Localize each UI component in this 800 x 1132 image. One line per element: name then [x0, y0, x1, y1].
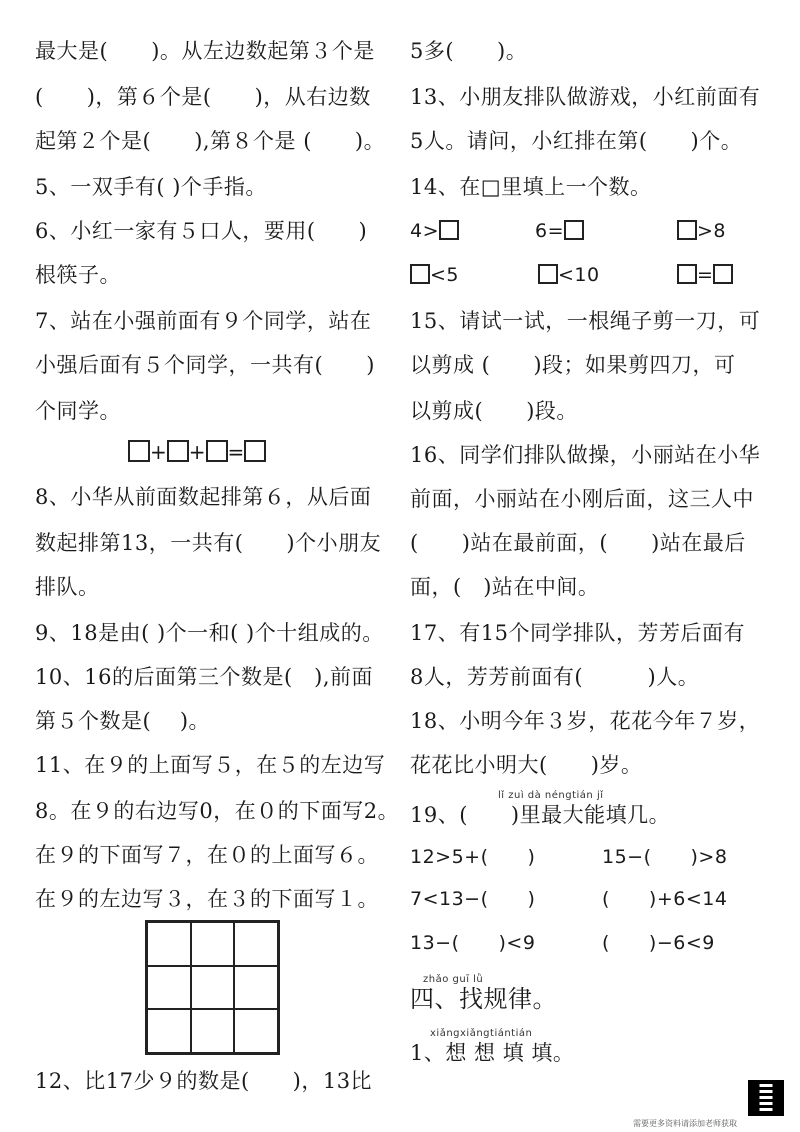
q14-text: <5: [430, 264, 460, 286]
q14-text: =: [697, 264, 714, 286]
left-line: ( )，第６个是( )，从右边数: [35, 85, 371, 109]
q14-item: [538, 260, 600, 290]
answer-box[interactable]: [713, 264, 733, 284]
left-line: 起第２个是( ),第８个是 ( )。: [35, 129, 386, 153]
left-line: 在９的左边写３，在３的下面写１。: [35, 887, 379, 911]
answer-box[interactable]: [564, 220, 584, 240]
left-line: 在９的下面写７，在０的上面写６。: [35, 843, 379, 867]
question-16: 16、同学们排队做操，小丽站在小华: [410, 443, 761, 467]
plus-sign: +: [150, 440, 167, 464]
q19-item: 12>5+( ): [410, 846, 536, 868]
answer-box[interactable]: [439, 220, 459, 240]
q14-text: <10: [558, 264, 600, 286]
right-line: 5人。请问，小红排在第( )个。: [410, 129, 743, 153]
question-17: 17、有15个同学排队，芳芳后面有: [410, 621, 745, 645]
box-equation: [128, 440, 266, 464]
question-14: 14、在□里填上一个数。: [410, 175, 652, 199]
q19-item: ( )+6<14: [602, 888, 728, 910]
q19-item: 15−( )>8: [602, 846, 728, 868]
plus-sign: +: [188, 440, 206, 464]
sub-pinyin: xiǎngxiǎngtiántián: [430, 1028, 533, 1039]
question-15: 15、请试一试，一根绳子剪一刀，可: [410, 309, 761, 333]
footer-note: 需要更多资料请添加老师获取: [633, 1119, 737, 1128]
q14-text: >8: [697, 220, 727, 242]
question-12: 12、比17少９的数是( )，13比: [35, 1069, 373, 1093]
grid-cell[interactable]: [234, 922, 278, 966]
question-7: 7、站在小强前面有９个同学，站在: [35, 309, 372, 333]
question-5: 5、一双手有( )个手指。: [35, 175, 267, 199]
question-19: 19、( )里最大能填几。: [410, 803, 671, 827]
grid-cell[interactable]: [147, 922, 191, 966]
q14-text: 4>: [410, 220, 440, 242]
grid-cell[interactable]: [147, 1009, 191, 1053]
q14-text: 6=: [535, 220, 565, 242]
left-line: 小强后面有５个同学，一共有( ): [35, 353, 375, 377]
answer-box[interactable]: [128, 440, 150, 462]
right-line: 面，( )站在中间。: [410, 575, 600, 599]
q14-item: [677, 260, 733, 290]
question-6: 6、小红一家有５口人，要用( ): [35, 219, 368, 243]
q19-item: ( )−6<9: [602, 932, 715, 954]
q19-item: 7<13−( ): [410, 888, 536, 910]
left-line: 个同学。: [35, 399, 121, 423]
left-line: 最大是( )。从左边数起第３个是: [35, 39, 375, 63]
right-line: 花花比小明大( )岁。: [410, 753, 643, 777]
q14-item: [410, 216, 459, 246]
right-line: 5多( )。: [410, 39, 528, 63]
q19-item: 13−( )<9: [410, 932, 536, 954]
right-line: 8人，芳芳前面有( )人。: [410, 665, 700, 689]
right-line: ( )站在最前面，( )站在最后: [410, 531, 746, 555]
answer-box[interactable]: [538, 264, 558, 284]
nine-square-grid: [145, 920, 280, 1055]
equals-sign: =: [227, 440, 245, 464]
question-18: 18、小明今年３岁，花花今年７岁，: [410, 709, 761, 733]
answer-box[interactable]: [677, 264, 697, 284]
left-line: 排队。: [35, 575, 100, 599]
right-line: 以剪成( )段。: [410, 399, 578, 423]
grid-cell[interactable]: [234, 1009, 278, 1053]
left-line: 第５个数是( )。: [35, 709, 211, 733]
right-line: 以剪成 ( )段；如果剪四刀，可: [410, 353, 736, 377]
grid-cell[interactable]: [191, 922, 235, 966]
answer-box[interactable]: [244, 440, 266, 462]
answer-box[interactable]: [167, 440, 189, 462]
q14-item: [677, 216, 726, 246]
answer-box[interactable]: [677, 220, 697, 240]
grid-cell[interactable]: [234, 966, 278, 1010]
qr-code-icon: [748, 1080, 784, 1116]
question-11: 11、在９的上面写５，在５的左边写: [35, 753, 386, 777]
grid-cell[interactable]: [191, 966, 235, 1010]
answer-box[interactable]: [206, 440, 228, 462]
grid-cell[interactable]: [191, 1009, 235, 1053]
left-line: 8。在９的右边写0，在０的下面写2。: [35, 799, 400, 823]
q14-item: [410, 260, 459, 290]
sub-title: 1、想 想 填 填。: [410, 1041, 575, 1065]
question-8: 8、小华从前面数起排第６，从后面: [35, 485, 372, 509]
question-9: 9、18是由( )个一和( )个十组成的。: [35, 621, 384, 645]
left-line: 数起排第13，一共有( )个小朋友: [35, 531, 382, 555]
question-13: 13、小朋友排队做游戏，小红前面有: [410, 85, 761, 109]
left-line: 根筷子。: [35, 263, 121, 287]
grid-cell[interactable]: [147, 966, 191, 1010]
question-10: 10、16的后面第三个数是( ),前面: [35, 665, 374, 689]
section-title: 四、找规律。: [410, 985, 557, 1013]
answer-box[interactable]: [410, 264, 430, 284]
right-line: 前面，小丽站在小刚后面，这三人中: [410, 487, 754, 511]
q14-item: [535, 216, 584, 246]
pinyin-q19: lǐ zuì dà néngtián jǐ: [498, 790, 604, 801]
section-pinyin: zhǎo guī lǜ: [423, 974, 484, 985]
